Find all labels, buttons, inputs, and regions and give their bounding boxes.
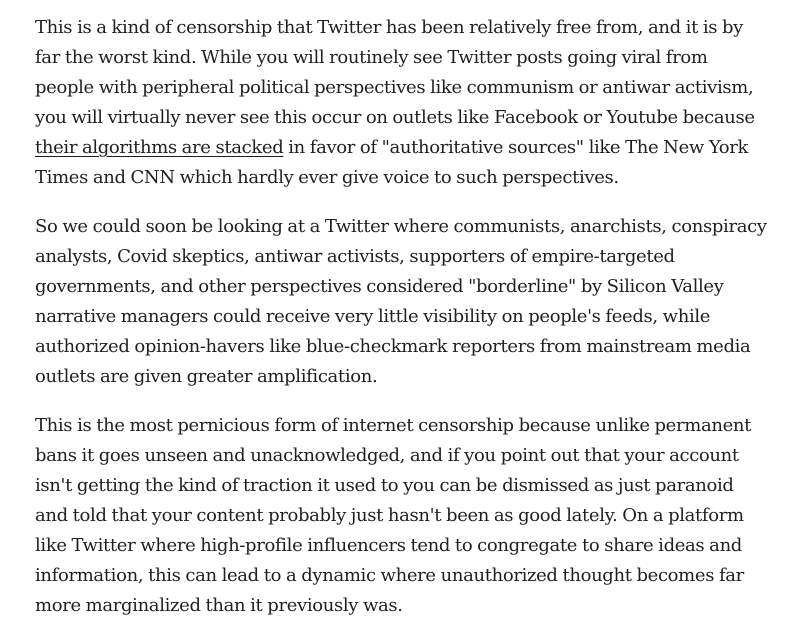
paragraph-1 xyxy=(35,13,769,193)
paragraph-1-text-after-link: in favor of "authoritative sources" like The New York Times and CNN which hardly ever give voice to such perspectives. xyxy=(35,137,749,188)
paragraph-2: So we could soon be looking at a Twitter where communists, anarchists, conspiracy analysts, Covid skeptics, antiwar activists, supporters of empire-targeted governments, and other perspectives considered "borderline" by Silicon Valley narrative managers could receive very little visibility on people's feeds, while authorized opinion-havers like blue-checkmark reporters from mainstream media outlets are given greater amplification. xyxy=(35,216,767,387)
paragraph-3: This is the most pernicious form of internet censorship because unlike permanent bans it goes unseen and unacknowledged, and if you point out that your account isn't getting the kind of traction it used to you can be dismissed as just paranoid and told that your content probably just hasn't been as good lately. On a platform like Twitter where high-profile influencers tend to congregate to share ideas and information, this can lead to a dynamic where unauthorized thought becomes far more marginalized than it previously was. xyxy=(35,415,751,616)
paragraph-1-text-before-link: This is a kind of censorship that Twitter has been relatively free from, and it is by far the worst kind. While you will routinely see Twitter posts going viral from people with peripheral political perspectives like communism or antiwar activism, you will virtually never see this occur on outlets like Facebook or Youtube because xyxy=(35,17,755,128)
algorithms-stacked-link[interactable]: their algorithms are stacked xyxy=(35,137,284,158)
